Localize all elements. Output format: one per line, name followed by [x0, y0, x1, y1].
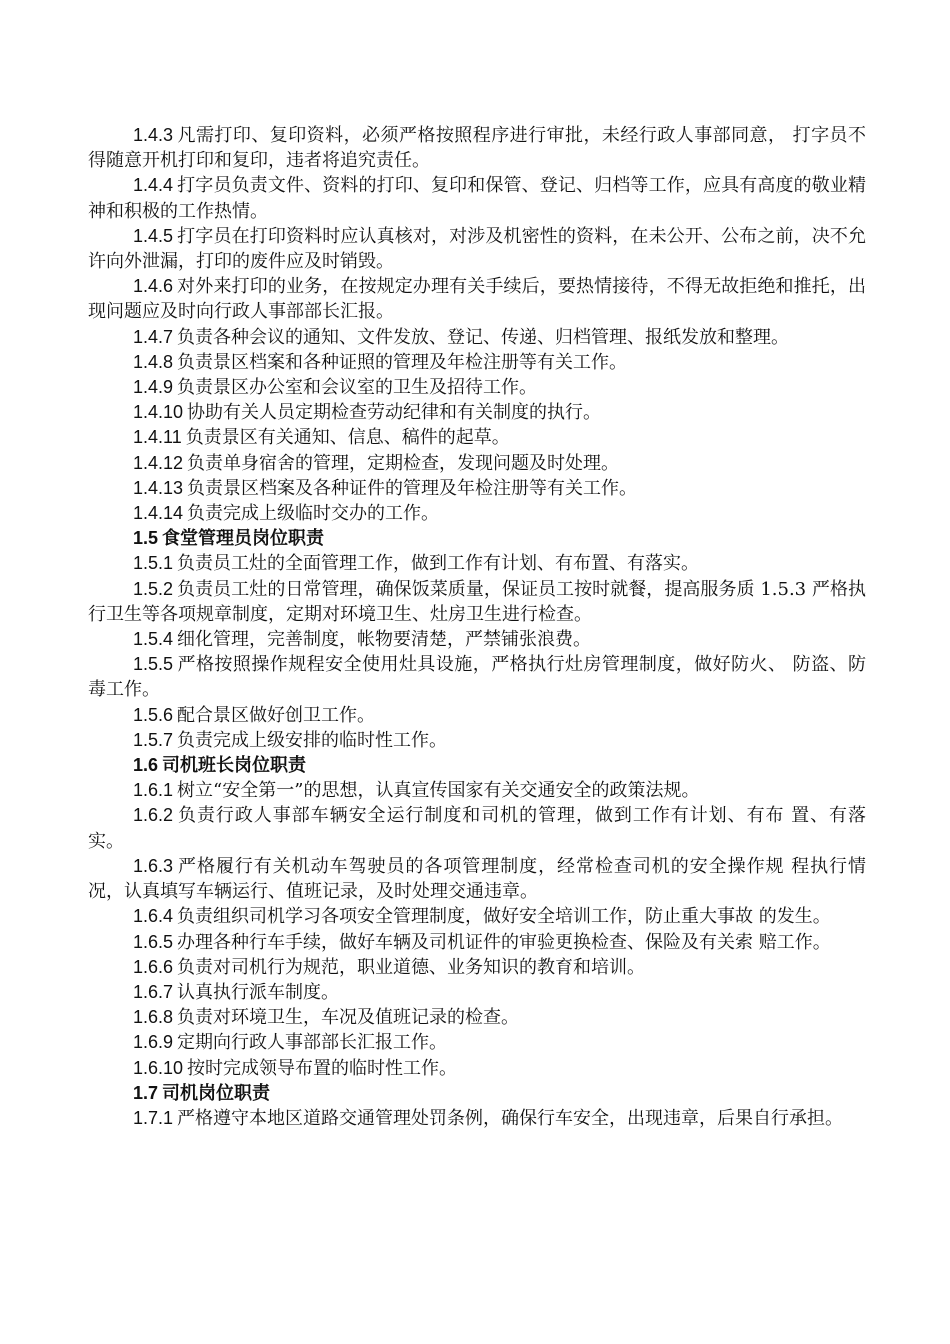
paragraph [88, 1030, 866, 1055]
clause-number: 1.6.3 [133, 855, 174, 876]
paragraph [88, 350, 866, 375]
paragraph [88, 904, 866, 929]
clause-number: 1.4.6 [133, 276, 174, 297]
clause-text: 严格履行有关机动车驾驶员的各项管理制度，经常检查司机的安全操作规 程执行情况，认真填写车辆运行、值班记录，及时处理交通违章。 [88, 855, 866, 903]
clause-text: 负责员工灶的日常管理，确保饭菜质量，保证员工按时就餐，提高服务质 1.5.3 严格执行卫生等各项规章制度，定期对环境卫生、灶房卫生进行检查。 [88, 578, 866, 625]
paragraph [88, 577, 866, 627]
clause-text: 细化管理，完善制度，帐物要清楚，严禁铺张浪费。 [177, 629, 592, 651]
clause-text: 负责完成上级临时交办的工作。 [187, 503, 440, 525]
paragraph [88, 476, 866, 501]
clause-text: 负责景区有关通知、信息、稿件的起草。 [185, 427, 510, 449]
clause-number: 1.5 [133, 528, 159, 549]
clause-number: 1.7 [133, 1082, 159, 1103]
paragraph [88, 854, 866, 904]
clause-text: 负责景区办公室和会议室的卫生及招待工作。 [177, 377, 538, 399]
clause-number: 1.4.13 [133, 477, 184, 498]
paragraph [88, 1005, 866, 1030]
clause-text: 办理各种行车手续，做好车辆及司机证件的审验更换检查、保险及有关索 赔工作。 [177, 931, 831, 953]
clause-number: 1.6.6 [133, 956, 174, 977]
paragraph [88, 501, 866, 526]
clause-text: 打字员在打印资料时应认真核对，对涉及机密性的资料，在未公开、公布之前，决不允许向外泄漏，打印的废件应及时销毁。 [88, 225, 866, 273]
paragraph [88, 173, 866, 223]
paragraph [88, 1106, 866, 1131]
clause-number: 1.4.12 [133, 452, 184, 473]
clause-number: 1.6.5 [133, 931, 174, 952]
clause-text: 负责单身宿舍的管理，定期检查，发现问题及时处理。 [187, 452, 620, 474]
paragraph [88, 778, 866, 803]
paragraph [88, 1056, 866, 1081]
clause-number: 1.5.6 [133, 704, 174, 725]
clause-text: 负责对司机行为规范，职业道德、业务知识的教育和培训。 [177, 956, 646, 978]
paragraph [88, 274, 866, 324]
clause-text: 负责组织司机学习各项安全管理制度，做好安全培训工作，防止重大事故 的发生。 [177, 906, 831, 928]
paragraph [88, 980, 866, 1005]
paragraph [88, 803, 866, 853]
paragraph [88, 123, 866, 173]
clause-number: 1.5.4 [133, 629, 174, 650]
clause-text: 负责完成上级安排的临时性工作。 [177, 729, 448, 751]
paragraph [88, 703, 866, 728]
clause-number: 1.4.5 [133, 225, 174, 246]
clause-text: 负责景区档案及各种证件的管理及年检注册等有关工作。 [187, 477, 638, 499]
clause-number: 1.6 [133, 755, 159, 776]
clause-text: 负责景区档案和各种证照的管理及年检注册等有关工作。 [177, 351, 628, 373]
clause-text: 树立“安全第一”的思想，认真宣传国家有关交通安全的政策法规。 [177, 780, 700, 802]
clause-number: 1.6.10 [133, 1057, 184, 1078]
clause-text: 严格遵守本地区道路交通管理处罚条例，确保行车安全，出现违章，后果自行承担。 [177, 1107, 844, 1129]
clause-text: 协助有关人员定期检查劳动纪律和有关制度的执行。 [187, 402, 602, 424]
clause-text: 司机班长岗位职责 [162, 755, 307, 777]
paragraph [88, 375, 866, 400]
clause-text: 负责各种会议的通知、文件发放、登记、传递、归档管理、报纸发放和整理。 [177, 326, 790, 348]
section-heading [88, 1081, 866, 1106]
paragraph [88, 930, 866, 955]
clause-number: 1.6.7 [133, 981, 174, 1002]
paragraph [88, 955, 866, 980]
paragraph [88, 551, 866, 576]
clause-number: 1.4.8 [133, 351, 174, 372]
clause-number: 1.6.8 [133, 1007, 174, 1028]
clause-text: 定期向行政人事部部长汇报工作。 [177, 1032, 448, 1054]
clause-text: 按时完成领导布置的临时性工作。 [187, 1057, 458, 1079]
paragraph [88, 400, 866, 425]
clause-text: 对外来打印的业务，在按规定办理有关手续后，要热情接待，不得无故拒绝和推托，出现问题应及时向行政人事部部长汇报。 [88, 276, 866, 323]
clause-number: 1.4.3 [133, 125, 174, 145]
clause-text: 食堂管理员岗位职责 [162, 528, 325, 550]
paragraph [88, 451, 866, 476]
clause-number: 1.5.1 [133, 553, 174, 574]
section-heading [88, 526, 866, 551]
paragraph [88, 425, 866, 450]
clause-number: 1.5.7 [133, 729, 174, 750]
clause-number: 1.4.14 [133, 503, 184, 524]
clause-number: 1.4.4 [133, 175, 174, 196]
section-heading [88, 753, 866, 778]
clause-text: 配合景区做好创卫工作。 [177, 704, 376, 726]
paragraph [88, 224, 866, 274]
clause-number: 1.5.2 [133, 578, 174, 599]
clause-number: 1.4.10 [133, 402, 184, 423]
clause-text: 司机岗位职责 [162, 1082, 271, 1104]
clause-number: 1.6.4 [133, 906, 174, 927]
clause-text: 严格按照操作规程安全使用灶具设施，严格执行灶房管理制度，做好防火、 防盗、防毒工作。 [88, 654, 866, 701]
clause-text: 凡需打印、复印资料，必须严格按照程序进行审批，未经行政人事部同意， 打字员不得随意开机打印和复印，违者将追究责任。 [88, 125, 866, 172]
document-page [88, 123, 866, 1131]
clause-number: 1.5.5 [133, 654, 174, 675]
clause-number: 1.6.2 [133, 805, 174, 826]
paragraph [88, 325, 866, 350]
clause-number: 1.7.1 [133, 1107, 174, 1128]
clause-text: 打字员负责文件、资料的打印、复印和保管、登记、归档等工作，应具有高度的敬业精神和积极的工作热情。 [88, 175, 866, 222]
clause-number: 1.4.11 [133, 427, 182, 448]
clause-number: 1.6.9 [133, 1032, 174, 1053]
clause-number: 1.4.9 [133, 377, 174, 398]
clause-text: 认真执行派车制度。 [177, 981, 340, 1003]
paragraph [88, 652, 866, 702]
clause-text: 负责对环境卫生，车况及值班记录的检查。 [177, 1007, 520, 1029]
paragraph [88, 627, 866, 652]
clause-number: 1.4.7 [133, 326, 174, 347]
clause-number: 1.6.1 [133, 780, 174, 801]
clause-text: 负责员工灶的全面管理工作，做到工作有计划、有布置、有落实。 [177, 553, 700, 575]
clause-text: 负责行政人事部车辆安全运行制度和司机的管理，做到工作有计划、有布 置、有落实。 [88, 805, 866, 852]
paragraph [88, 728, 866, 753]
